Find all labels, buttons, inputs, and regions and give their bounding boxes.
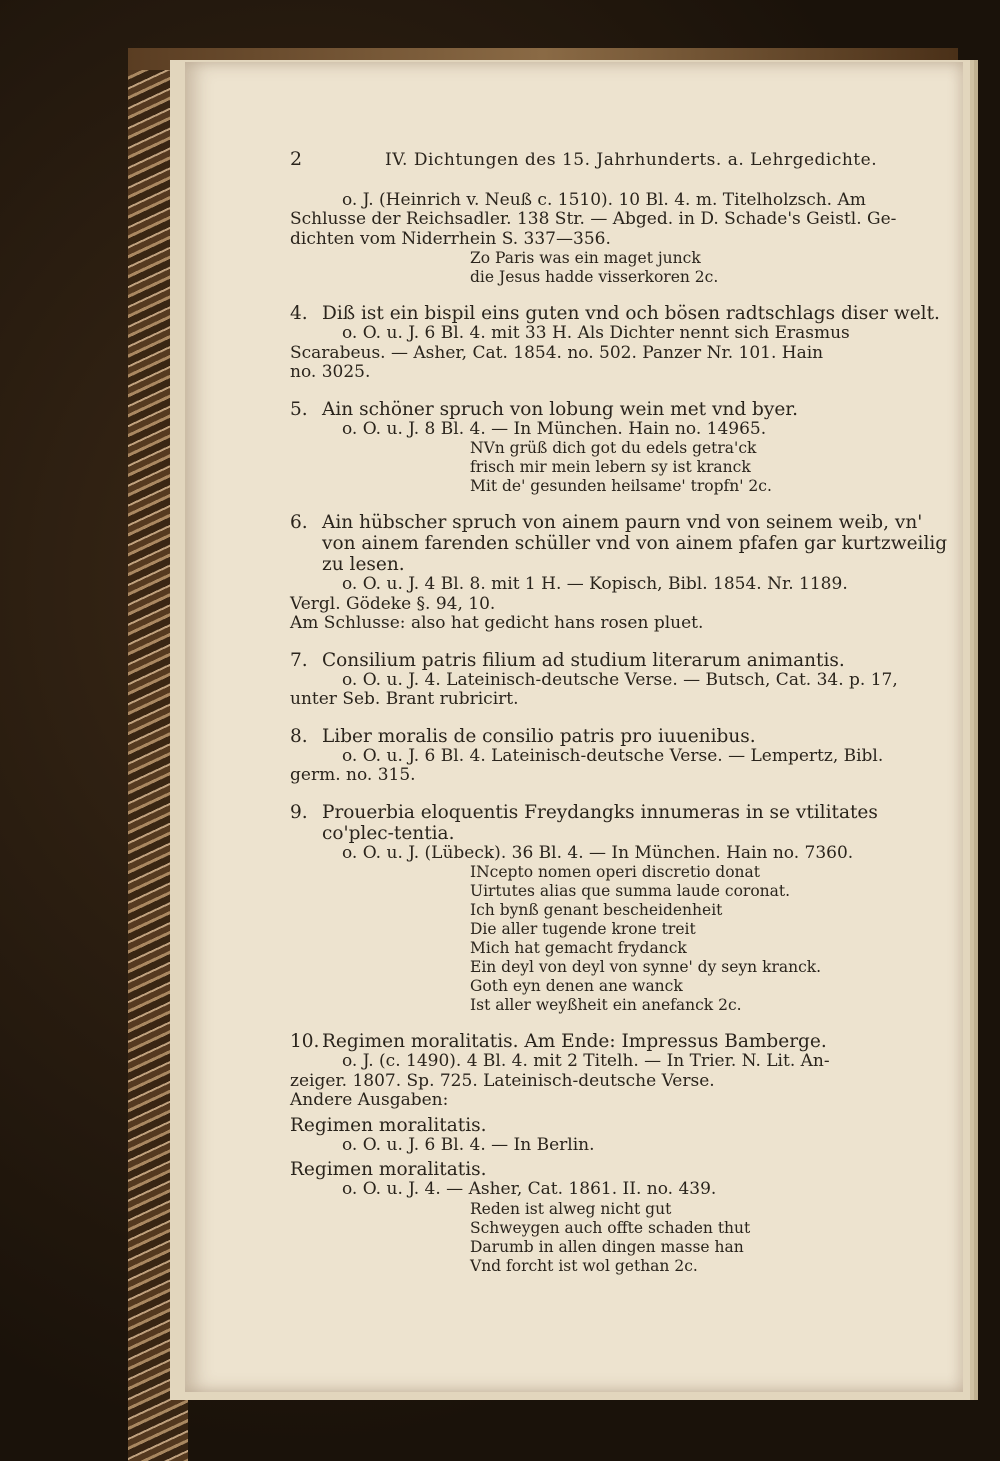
verse-line: Ist aller weyßheit ein anefanck 2c. <box>470 996 742 1014</box>
entry-line: o. O. u. J. 6 Bl. 4. Lateinisch-deutsche Verse. — Lempertz, Bibl. <box>342 745 884 766</box>
verse-line: Schweygen auch offte schaden thut <box>470 1218 751 1237</box>
entry-line: Scarabeus. — Asher, Cat. 1854. no. 502. Panzer Nr. 101. Hain <box>290 342 824 363</box>
entry-number: 8. <box>290 725 308 747</box>
entry-heading <box>290 512 950 575</box>
edition-line: o. O. u. J. 6 Bl. 4. — In Berlin. <box>342 1134 595 1155</box>
intro-line: o. J. (Heinrich v. Neuß c. 1510). 10 Bl. 4. m. Titelholzsch. Am <box>342 189 866 210</box>
entry-heading <box>290 802 950 844</box>
entry-block <box>290 1031 950 1111</box>
entry-title: Regimen moralitatis. Am Ende: Impressus Bamberge. <box>322 1031 827 1052</box>
other-editions <box>290 1115 950 1276</box>
entry-number: 9. <box>290 801 308 823</box>
verse-line: Goth eyn denen ane wanck <box>470 977 683 995</box>
entry-title: Diß ist ein bispil eins guten vnd och bösen radtschlags diser welt. <box>322 303 940 324</box>
entry-block <box>290 303 950 383</box>
verse-line: Ich bynß genant bescheidenheit <box>470 901 723 919</box>
entry-title: Ain hübscher spruch von ainem paurn vnd von seinem weib, vn' von ainem farenden schüller vnd von ainem pfafen gar kurtzweilig zu lesen. <box>322 512 948 575</box>
verse-line: Reden ist alweg nicht gut <box>470 1199 672 1218</box>
entry-title: Liber moralis de consilio patris pro iuuenibus. <box>322 725 756 747</box>
verse-line: die Jesus hadde visserkoren 2c. <box>470 268 719 286</box>
entry-number: 5. <box>290 398 308 420</box>
verse-line: Darumb in allen dingen masse han <box>470 1237 744 1256</box>
entry-heading <box>290 399 950 420</box>
entry-line: germ. no. 315. <box>290 765 416 785</box>
entries-list <box>290 303 950 1111</box>
page-header <box>290 150 950 171</box>
edition-line: o. O. u. J. 4. — Asher, Cat. 1861. II. no. 439. <box>342 1179 717 1199</box>
entry-number: 10. <box>290 1031 320 1052</box>
verse-line: Uirtutes alias que summa laude coronat. <box>470 882 791 900</box>
entry-line: zeiger. 1807. Sp. 725. Lateinisch-deutsche Verse. <box>290 1070 715 1091</box>
entry-line: Am Schlusse: also hat gedicht hans rosen pluet. <box>290 613 704 633</box>
entry-number: 6. <box>290 512 308 533</box>
verse-line: INcepto nomen operi discretio donat <box>470 863 761 881</box>
verse-line: Zo Paris was ein maget junck <box>470 249 701 267</box>
entry-heading <box>290 650 950 671</box>
intro-line: dichten vom Niderrhein S. 337—356. <box>290 228 611 249</box>
entry-block <box>290 726 950 786</box>
entry-line: o. O. u. J. 4. Lateinisch-deutsche Verse. — Butsch, Cat. 34. p. 17, <box>342 669 898 690</box>
edition-title: Regimen moralitatis. <box>290 1159 487 1180</box>
entry-line: o. J. (c. 1490). 4 Bl. 4. mit 2 Titelh. — In Trier. N. Lit. An- <box>342 1051 830 1071</box>
verse-line: Ein deyl von deyl von synne' dy seyn kranck. <box>470 958 822 976</box>
verse-line: NVn grüß dich got du edels getra'ck <box>470 439 757 457</box>
entry-block <box>290 650 950 710</box>
verse-line: Mich hat gemacht frydanck <box>470 939 687 957</box>
verse-line: Mit de' gesunden heilsame' tropfn' 2c. <box>470 477 772 495</box>
page-text <box>290 150 950 1276</box>
entry-heading <box>290 726 950 747</box>
running-title: IV. Dichtungen des 15. Jahrhunderts. a. Lehrgedichte. <box>385 150 878 170</box>
verse-line: Die aller tugende krone treit <box>470 920 696 938</box>
verse-line: frisch mir mein lebern sy ist kranck <box>470 458 751 476</box>
entry-line: no. 3025. <box>290 362 371 382</box>
entry-number: 7. <box>290 649 308 671</box>
entry-line: o. O. u. J. 6 Bl. 4. mit 33 H. Als Dichter nennt sich Erasmus <box>342 323 850 343</box>
entry-line: Vergl. Gödeke §. 94, 10. <box>290 593 496 614</box>
edition-title: Regimen moralitatis. <box>290 1114 487 1136</box>
entry-block <box>290 802 950 1016</box>
entry-number: 4. <box>290 303 308 324</box>
verse-line: Vnd forcht ist wol gethan 2c. <box>470 1256 698 1275</box>
entry-block <box>290 399 950 497</box>
entry-heading <box>290 303 950 324</box>
entry-title: Consilium patris filium ad studium literarum animantis. <box>322 649 845 671</box>
entry-title: Ain schöner spruch von lobung wein met vnd byer. <box>322 398 798 420</box>
entry-title: Prouerbia eloquentis Freydangks innumeras in se vtilitates co'plec-tentia. <box>322 801 878 844</box>
entry-heading <box>290 1031 950 1052</box>
entry-line: o. O. u. J. 8 Bl. 4. — In München. Hain no. 14965. <box>342 418 767 439</box>
intro-line: Schlusse der Reichsadler. 138 Str. — Abged. in D. Schade's Geistl. Ge- <box>290 209 897 229</box>
page-number: 2 <box>290 148 303 170</box>
entry-line: o. O. u. J. 4 Bl. 8. mit 1 H. — Kopisch, Bibl. 1854. Nr. 1189. <box>342 574 848 594</box>
entry-line: Andere Ausgaben: <box>290 1090 449 1110</box>
entry-line: o. O. u. J. (Lübeck). 36 Bl. 4. — In München. Hain no. 7360. <box>342 842 854 863</box>
entry-block <box>290 512 950 634</box>
entry-line: unter Seb. Brant rubricirt. <box>290 689 519 709</box>
intro-block <box>290 191 950 288</box>
